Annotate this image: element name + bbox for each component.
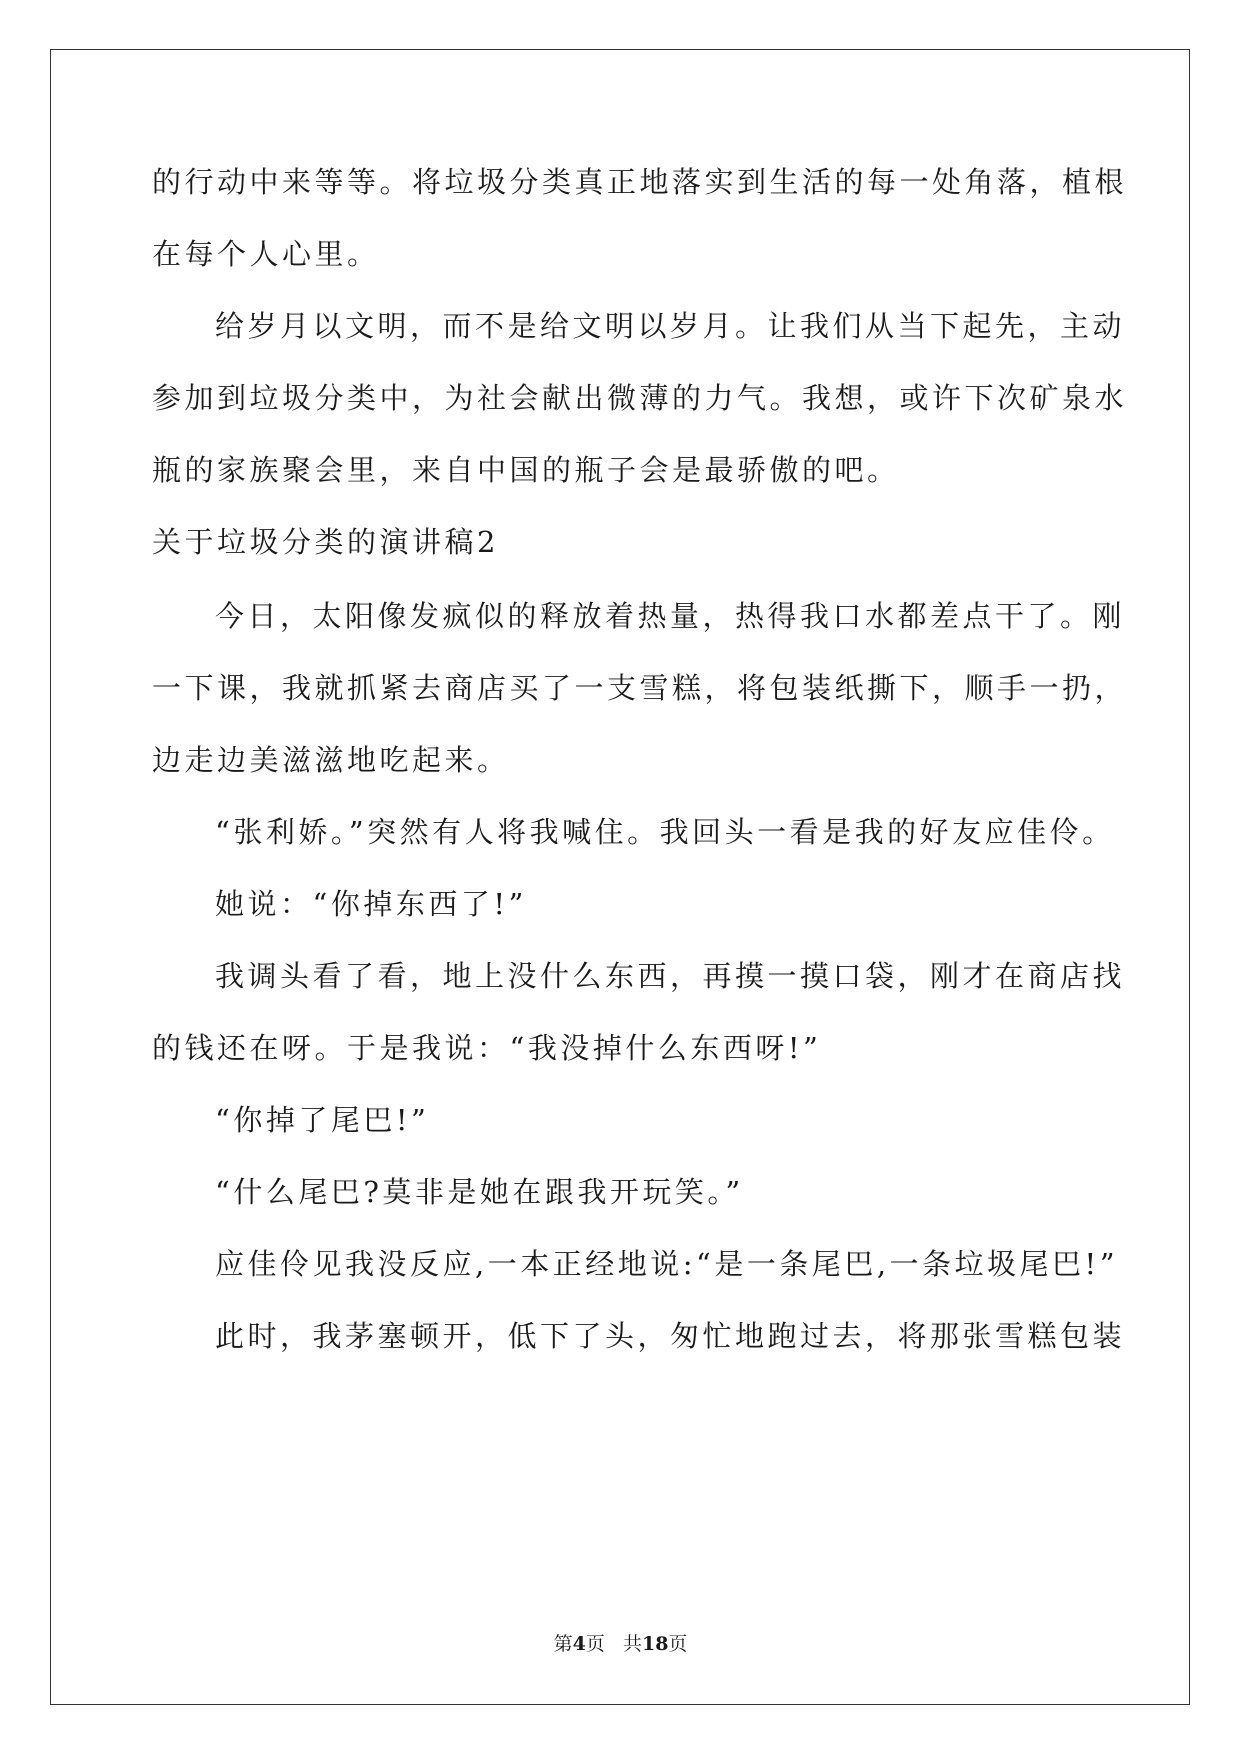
current-page-number: 4 [572, 1633, 586, 1655]
footer-page-suffix: 页 [585, 1633, 605, 1655]
section-heading: 关于垃圾分类的演讲稿2 [152, 525, 499, 559]
total-page-number: 18 [641, 1633, 669, 1655]
text-line: 的行动中来等等。将垃圾分类真正地落实到生活的每一处角落，植根 [152, 165, 1128, 199]
text-line: 应佳伶见我没反应,一本正经地说:“是一条尾巴,一条垃圾尾巴!” [215, 1247, 1119, 1281]
text-line: 我调头看了看，地上没什么东西，再摸一摸口袋，刚才在商店找 [215, 959, 1126, 993]
text-line: 她说：“你掉东西了!” [215, 887, 527, 921]
text-line: 今日，太阳像发疯似的释放着热量，热得我口水都差点干了。刚 [215, 599, 1126, 633]
text-line: 的钱还在呀。于是我说：“我没掉什么东西呀!” [152, 1031, 822, 1065]
text-line: 参加到垃圾分类中，为社会献出微薄的力气。我想，或许下次矿泉水 [152, 381, 1128, 415]
text-line: 给岁月以文明，而不是给文明以岁月。让我们从当下起先，主动 [215, 309, 1126, 343]
footer-prefix: 第 [553, 1633, 573, 1655]
text-line: “张利娇。”突然有人将我喊住。我回头一看是我的好友应佳伶。 [215, 815, 1115, 849]
text-line: “什么尾巴?莫非是她在跟我开玩笑。” [215, 1175, 744, 1209]
text-line: 边走边美滋滋地吃起来。 [152, 743, 510, 777]
text-line: 一下课，我就抓紧去商店买了一支雪糕，将包装纸撕下，顺手一扔， [152, 671, 1128, 705]
page-footer [0, 1632, 1241, 1656]
footer-total-prefix: 共 [622, 1633, 642, 1655]
text-line: “你掉了尾巴!” [215, 1103, 430, 1137]
footer-total-suffix: 页 [668, 1633, 688, 1655]
text-line: 此时，我茅塞顿开，低下了头，匆忙地跑过去，将那张雪糕包装 [215, 1319, 1126, 1353]
page-frame [50, 49, 1190, 1705]
text-line: 在每个人心里。 [152, 237, 380, 271]
text-line: 瓶的家族聚会里，来自中国的瓶子会是最骄傲的吧。 [152, 453, 900, 487]
